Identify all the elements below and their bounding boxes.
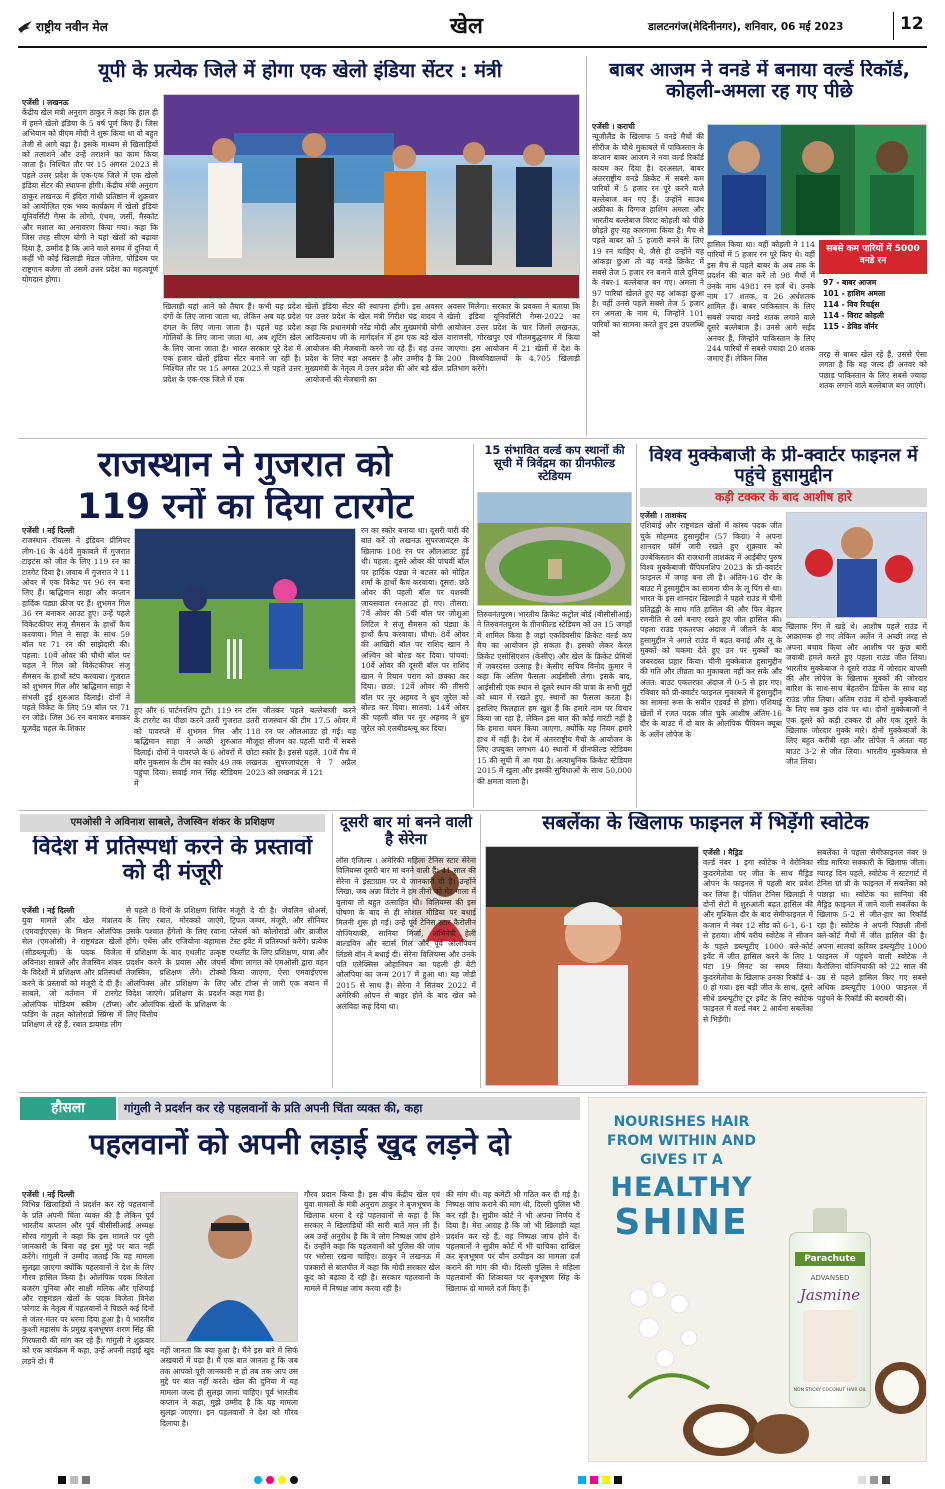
stat-row: 115 - डेविड वॉर्नर (823, 322, 878, 331)
babar-text-1: न्यूजीलैंड के खिलाफ 5 वनडे मैचों की सीरीज के चौथे मुकाबले में पाकिस्तान के कप्तान बाबर आजम ने नया वर्ल्ड रिकॉर्ड कायम कर दिया है। दरअसल, बाबर अंतरराष्ट्रीय वनडे क्रिकेट में सबसे कम पारियों में 5 हजार रन पूरे करने वाले बल्लेबाज बन गए हैं। उन्होंने साउथ अफ्रीका के दिग्गज हाशिम अमला और भारतीय बल्लेबाज विराट कोहली को पीछे छोड़ते हुए यह कारनामा किया है। मैच से पहले बाबर को 5 हजारी बनने के लिए 19 रन चाहिए थे, जैसे ही उन्होंने यह आंकड़ा छुआ तो वह वनडे क्रिकेट में सबसे तेज 5 हजार रन बनाने वाले दुनिया के नंबर-1 बल्लेबाज बन गए। अमला ने 97 पारियां खेलते हुए यह आंकड़ा छुआ है। वहीं उनसे पहले सबसे तेज 5 हजार रन अमला के नाम थे, जिन्होंने 101 पारियों का सामना करते हुए इस उपलब्धि को (592, 132, 704, 340)
photo-swiatek (485, 846, 699, 1086)
up-text-2: खिलाड़ी यहां आने को तैयार हैं। कभी यह प्रदेश दंगों के लिए जाना जाता था, लेकिन अब यह प्रदेश दंगल के लिए जाना जाता है। पहले यह प्रदेश गोलियों के लिए जाना जाता था, अब शूटिंग खेल के लिए जाना जाता है। भारत सरकार पूरे देश में एक हजार खेलो इंडिया सेंटर बनाने जा रही है। निश्चित तौर पर 15 अगस्त 2023 से पहले उत्तर प्रदेश के एक-एक जिले में एक (163, 302, 301, 384)
dateline: डालटनगंज(मेदिनीनगर), शनिवार, 06 मई 2023 (648, 21, 844, 33)
wrestlers-tag (20, 1097, 116, 1120)
visa-byline: एजेंसी । नई दिल्ली (22, 906, 75, 915)
visa-kicker: एमओसी ने अविनाश साबले, तेजस्विन शंकर के प्रशिक्षण (70, 817, 275, 828)
raj-text-4: रन का स्कोर बनाया था। दूसरी पारी की बात करें तो लखनऊ सुपरजायंट्स के खिलाफ 108 रन पर ऑलआउट हुई थी। पहला: दूसरे ओवर की पांचवीं बॉल पर हार्दिक पंड्या ने बटलर को मोहित शर्मा के हाथों कैच करवाया। दूसरा: छठे ओवर की पहली बॉल पर यशस्वी जायसवाल रनआउट हो गए। तीसरा: 7वें ओवर की 5वीं बॉल पर जोशुआ लिटिल ने संजू सैमसन को पंड्या के हाथों कैच करवाया। चौथा: 8वें ओवर की आखिरी बॉल पर राशिद खान ने अश्विन को बोल्ड कर दिया। पांचवां: 10वें ओवर की दूसरी बॉल पर राशिद खान ने रियान पराग को छक्का कर दिया। छठा: 12वें ओवर की तीसरी बॉल पर नूर अहमद ने ध्रुव जुरेल को बोल्ड कर दिया। सातवां: 14वें ओवर की पहली बॉल पर नूर अहमद ने ध्रुव जुरेल को एलबीडब्ल्यू कर दिया। (361, 526, 469, 733)
ad-line-1: NOURISHES HAIR (613, 1114, 750, 1130)
photo-ipl-match (134, 528, 356, 704)
ad-line-5: SHINE (614, 1202, 749, 1243)
photo-stadium (477, 492, 632, 606)
photo-up-event (163, 94, 580, 299)
bottle-name: Jasmine (799, 1286, 861, 1304)
boxing-text-2: खिलाफ रिंग में खड़े थे। आशीष पहले राउंड में आक्रामक हो गए लेकिन अर्लेन ने अच्छी तरह से अपना बचाव किया और आशीष पर कुछ बारी जवाबी हमले करते हुए पहला राउंड जीत लिया। भारतीय मुक्केबाज ने दूसरे राउंड में जोरदार वापसी की और लोपेज के खिलाफ मुक्कों की जोरदार बारिश के साथ-साथ बेहतरीन डिफेंस के साथ यह राउंड जीत लिया। अंतिम राउंड में दोनों मुक्केबाजों के लिए सब कुछ दांव पर था। दोनों मुक्केबाजों ने एक दूसरे को कड़ी टक्कर दी और एक दूसरे के खिलाफ जोरदार मुक्के मारे। दोनों मुक्केबाजों के लिए बहुत करीबी रहा और लोपेज़ ने अंततः यह बाउट 3-2 से जीत लिया। भारतीय मुक्केबाज से जीत लिया। (786, 622, 927, 767)
boxing-byline: एजेंसी । ताशकंद (640, 511, 687, 520)
wrestlers-col-1 (22, 1190, 154, 1462)
paper-name: राष्ट्रीय नवीन मेल (36, 20, 108, 34)
raj-text-2: हुए और 6 पार्टनरशिप टूटी। 119 रन के टारगेट का पीछा करने उतरी गुजरात को पावरप्ले में शुभमन गिल और ऋद्धिमान साहा ने अच्छी शुरुआत दिलाई। दोनों ने पावरप्ले के 6 ओवरों में बगैर नुकसान के टीम का स्कोर 49 तक पहुंचा दिया। सवाई मान सिंह स्टेडियम में (134, 706, 242, 788)
stat-row: 114 - विराट कोहली (823, 311, 884, 320)
headline-up-story: यूपी के प्रत्येक जिले में होगा एक खेलो इंडिया सेंटर : मंत्री (98, 60, 502, 82)
hair-oil-advertisement (588, 1097, 927, 1462)
bottle-sub: ADVANSED (810, 1274, 850, 1282)
boxing-text-1: एशियाई और राष्ट्रमंडल खेलों में कांस्य पदक जीत चुके मोहम्मद हुसामुद्दीन (57 किग्रा) ने अपना शानदार फॉर्म जारी रखते हुए शुक्रवार को उज्बेकिस्तान की राजधानी ताशकंद में आईबीए पुरुष विश्व मुक्केबाजी चैंपियनशिप 2023 के प्री-क्वार्टर फाइनल में जगह बना ली है। अंतिम-16 दौर के बाउट में हुसामुद्दीन का सामना चीन के लू पिंग से था। भारत के इस शानदार खिलाड़ी ने पहले राउंड में चीनी प्रतिद्वंद्वी के साथ गति हासिल की और फिर बेहतर रणनीति से उसे बनाए रखते हुए जीत हासिल की। पहला राउंड एकतरफा अंदाज में जीतने के बाद हुसामुद्दीन ने अगले राउंड में बढ़त बनाई और लू के मुक्कों को चकमा देते हुए उन पर मुक्कों का जबरदस्त प्रहार किया। चीनी मुक्केबाज हुसामुद्दीन की गति और तीव्रता का मुकाबला नहीं कर सके और अंतत: बाउट एकतरफा अंदाज में 0-5 से हार गए। रविवार को प्री-क्वार्टर फाइनल मुकाबले में हुसामुद्दीन का सामना रूस के सवीन एडवर्ड से होगा। एशियाई खेलों में रजत पदक जीत चुके आशीष अंतिम-16 दौर के बाउट में दो बार के ओलंपिक चैंपियन क्यूबा के अर्लेन लोपेज के (640, 521, 782, 739)
jasmine-flowers-image (609, 1268, 719, 1408)
ad-line-2: FROM WITHIN AND (607, 1133, 756, 1149)
coconut-shell-right-image (871, 1348, 927, 1418)
visa-text-1: युवा मामले और खेल मंत्रालय (एमवाईएएस) के मिशन ओलंपिक सेल (एमओसी) ने राष्ट्रमंडल खेलों (सीडब्ल्यूजी) के पदक विजेता अविनाश साबले और तेजस्विन शंकर के विदेशों में प्रशिक्षण और प्रतिस्पर्धा करने के प्रस्तावों को मंजूरी दे दी है। साबले, जो वर्तमान में टारगेट ओलंपिक पोडियम स्कीम (टॉप्स) फंडिंग के तहत कोलोराडो स्प्रिंग्स में प्रशिक्षण ले रहे हैं, रबात डायमंड लीग (22, 916, 122, 1030)
babar-col-1 (592, 122, 704, 432)
babar-byline: एजेंसी । कराची (592, 122, 635, 131)
boxing-col-1 (640, 511, 782, 806)
stat-box-title: सबसे कम पारियों में 5000 वनडे रन (819, 240, 927, 274)
babar-text-2: हासिल किया था। वहीं कोहली ने 114 पारियों में 5 हजार रन पूरे किए थे। वहीं इस मैच से पहले बाबर के अब तक के प्रदर्शन की बात करें तो 98 मैचों में उनके नाम 4981 रन दर्ज थे। उनके नाम 17 शतक, व 26 अर्धशतक शामिल हैं। बाबर पाकिस्तान के लिए सबसे ज्यादा वनडे शतक लगाने वाले दूसरे बल्लेबाज हैं। उनसे आगे सईद अनवर हैं, जिन्होंने पाकिस्तान के लिए 244 पारियों में सबसे ज्यादा 20 शतक जमाए हैं। लेकिन जिस (707, 240, 815, 364)
wrestlers-tag-label: हौसला (51, 1100, 85, 1116)
headline-babar: बाबर आजम ने वनडे में बनाया वर्ल्ड रिकॉर्ड, कोहली-अमला रह गए पीछे (609, 60, 910, 103)
ad-line-3: GIVES IT A (640, 1152, 723, 1168)
wrestlers-byline: एजेंसी । नई दिल्ली (22, 1190, 75, 1199)
wrestlers-text-2: नहीं जानता कि क्या हुआ है। मैंने इस बारे में सिर्फ अखबारों में पढ़ा है। मैं एक बात जानता हूं कि जब तक आपको पूरी जानकारी न हो तब तक आप उस मुद्दे पर बात नहीं करते। खेल की दुनिया में यह मामला जल्द ही सुलझ जाना चाहिए। पूर्व भारतीय कप्तान ने कहा, मुझे उम्मीद है कि यह मामला सुलझ जाएगा। इन पहलवानों ने देश को गौरव दिलाया है। (160, 1346, 298, 1428)
print-registration-bar (18, 1470, 927, 1480)
visa-text-2: से पहले 8 दिनों के प्रशिक्षण शिविर के लिए रबात, मोरक्को जाएंगे, उसके पश्चात हेंगेलो के लिए रवाना होंगे। एथेंस और एजियोना बहामास में प्रशिक्षण के बाद एथलीट उत्कृष्ट प्रदर्शन करने के प्रयास और जंपर्स तेजस्विन, प्रशिक्षण लेंगे। टोक्यो ओलंपिक्स और प्रशिक्षण के लिए विदेश जाएंगे। प्रशिक्षण के प्रदर्शन और ओलंपिक खेलों के प्रशिक्षण के लिए वित्तीय (126, 906, 226, 1020)
raj-byline: एजेंसी । नई दिल्ली (22, 526, 75, 535)
stat-row: 101 - हाशिम अमला (823, 289, 886, 298)
boxing-subhead: कड़ी टक्कर के बाद आशीष हारे (715, 490, 852, 504)
wrestlers-kicker-band (118, 1097, 580, 1120)
masthead (18, 8, 927, 44)
ad-line-4: HEALTHY (610, 1172, 753, 1203)
visa-text-3: मंजूरी दे दी है। जेवलिन थ्रोअर्स, ट्रिपल जम्पर, मंजूरी, और सीनियर प्लेयर्स को कोलोराडो और ब्राजील टेस्ट इवेंट में प्रतिस्पर्धा करेंगे। प्रत्येक एथलीट के लिए प्रशिक्षण, यात्रा और बीमा लागत को एमओसी द्वारा वहन किया जाएगा, ऐसा एमवाईएएस और टॉप्स से जारी एक बयान में कहा गया है। (230, 906, 328, 999)
headline-boxing: विश्व मुक्केबाजी के प्री-क्वार्टर फाइनल में पहुंचे हुसामुद्दीन (649, 446, 918, 487)
wrestlers-kicker: गांगुली ने प्रदर्शन कर रहे पहलवानों के प्रति अपनी चिंता व्यक्त की, कहा (124, 1101, 423, 1115)
photo-boxer (786, 512, 927, 618)
up-text-4: अवसर मिलेगा। सरकार के प्रवक्ता ने बताया कि खेलो इंडिया यूनिवर्सिटी गेम्स-2022 का आयोजन उत्तर प्रदेश के चार जिलों लखनऊ, वाराणसी, गोरखपुर एवं गौतमबुद्धनगर में किया जाएगा। इस आयोजन में 21 खेलों में देश के 200 विश्वविद्यालयों के 4,705 खिलाड़ी प्रतिभाग करेंगे। (447, 302, 580, 374)
sabalenka-col-1 (703, 848, 813, 1086)
headline-serena: दूसरी बार मां बनने वाली है सेरेना (340, 814, 472, 848)
bird-logo-icon (18, 18, 32, 30)
raj-text-3: टॉस जीतकर पहले बल्लेबाजी करने उतरी राजस्थान की टीम 17.5 ओवर में 118 रन पर ऑलआउट हो गई। यह मौजूदा सीजन का पहली पारी में सबसे छोटा स्कोर है। इससे पहले, 10वें मैच में लखनऊ सुपरजायंट्स ने 7 अप्रैल 2023 को लखनऊ में 121 (246, 706, 356, 778)
up-text-3: खेलो इंडिया सेंटर की स्थापना होगी। इस अवसर पर उत्तर प्रदेश के खेल मंत्री गिरीश चंद्र यादव ने कहा कि प्रधानमंत्री नरेंद्र मोदी और मुख्यमंत्री योगी आदित्यनाथ जी के मार्गदर्शन में हम एक बड़े खेल आयोजन की मेजबानी करने जा रहे हैं। यह उत्तर प्रदेश के लिए बड़ा अवसर है और उम्मीद है कि मुख्यमंत्री के नेतृत्व में उत्तर प्रदेश की ओर बड़े खेल आयोजनों की मेजबानी का (305, 302, 443, 384)
sabalenka-text-1: वर्ल्ड नंबर 1 इगा स्वोटेक ने वेरोनिका कुदरमेतोवा पर जीत के साथ मैड्रिड ओपन के फाइनल में पहली बार प्रवेश कर लिया है। पोलिश टेनिस खिलाड़ी ने दोनों सेटों में शुरुआती बढ़त हासिल की और मुश्किल दौर के बाद सेमीफाइनल में कजान में नंबर 12 सीड को 6-1, 6-1 से हराया। शीर्ष वरीय स्वोटेक ने सीजन के पहले डब्ल्यूटीए 1000 क्ले-कोर्ट इवेंट में जीत हासिल करने के लिए 1 घंटा 19 मिनट का समय लिया। कुदरमेतोवा के खिलाफ उनका रिकॉर्ड 4-0 हो गया। इस बड़ी जीत के साथ, दूसरे सीधे डब्ल्यूटीए टूर इवेंट के लिए स्वोटेक फाइनल में वर्ल्ड नंबर 2 आर्यना सबलेंका से भिड़ेंगी। (703, 858, 813, 1024)
stat-row: 97 - बाबर आजम (823, 278, 877, 287)
boxing-subhead-band (640, 488, 927, 507)
bottle-fine-print: NON STICKY COCONUT HAIR OIL (793, 1388, 867, 1393)
wrestlers-text-4: की मांग थी। वह कमेटी भी गठित कर दी गई है। निष्पक्ष जांच कराने की मांग थी, दिल्ली पुलिस भी कर रही है। सुप्रीम कोर्ट ने भी अपना निर्णय दे दिया है। मेरा आग्रह है कि जो भी खिलाड़ी यहां प्रदर्शन कर रहे हैं, वह निष्पक्ष जांच होने दें। पहलवानों ने सुप्रीम कोर्ट में भी याचिका दाखिल कर बृजभूषण पर यौन उत्पीड़न का मामला दर्ज कराने की मांग की थी। दिल्ली पुलिस ने महिला पहलवानों की शिकायत पर बृजभूषण सिंह के खिलाफ दो मामले दर्ज किए हैं। (446, 1190, 580, 1293)
hair-oil-bottle (789, 1208, 871, 1408)
stadium-text: तिरुवनंतपुरम। भारतीय क्रिकेट कंट्रोल बोर्ड (बीसीसीआई) ने तिरुवनंतपुरम के ग्रीनफील्ड स्टेडियम को उन 15 जगहों में शामिल किया है जहां एकदिवसीय क्रिकेट वर्ल्ड कप मैच का आयोजन हो सकता है। इसको लेकर केरल क्रिकेट एसोसिएशन (केसीए) और खेल के क्रिकेट प्रेमियों में जबरदस्त उत्साह है। केसीए सचिव विनोद कुमार ने कहा कि अंतिम फैसला आईसीसी लेगा। इसके बाद, आईसीसी एक स्थान से दूसरे स्थान की यात्रा के सभी मुद्दों को ध्यान में रखते हुए, स्थानों का फैसला करता है। इसलिए फिलहाल हम खुश हैं कि हमारे नाम पर विचार किया जा रहा है, लेकिन इस बात की कोई गारंटी नहीं है कि हमारा चयन किया जाएगा, क्योंकि यह नियम हमारे हाथ में नहीं है। देश में अंतरराष्ट्रीय मैचों के आयोजन के लिए उपयुक्त लगभग 40 स्थानों में ग्रीनफील्ड स्टेडियम 15 की सूची में आ गया है। अत्याधुनिक क्रिकेट स्टेडियम 2015 में खुला और इसकी सुविधाओं के साथ 50,000 की क्षमता वाला है। (477, 610, 632, 786)
visa-kicker-band (20, 814, 325, 832)
babar-stat-box (819, 240, 927, 348)
sabalenka-text-2: सबलेंका ने पहला सेमीफाइनल नंबर 9 सीड मारिया सक्कारी के खिलाफ जीता। ग्यारह दिन पहले, स्वोटेक ने स्टटगार्ट में टेनिस ग्रां प्री के फाइनल में सबलेंका को पछाड़ा था। स्वोटेक का सानिया की मैड्रिड फाइनल में जाने वाली सबलेंका के खिलाफ 5-2 से जीत-हार का रिकॉर्ड रहा है। स्वोटेक ने अपनी पिछली तीनों क्ले-कोर्ट मैचों में जीत हासिल की है। अपना सातवां करियर डब्ल्यूटीए 1000 फाइनल में पहुंचने वाली स्वोटेक ने कैरोलिना वोज्नियाकी को 22 साल की उम्र से पहले हासिल किए गए सबसे अधिक डब्ल्यूटीए 1000 फाइनल में पहुंचने के रिकॉर्ड की बराबरी की। (817, 848, 927, 1003)
section-name: खेल (450, 14, 483, 39)
raj-text-1: राजस्थान रॉयल्स ने इंडियन प्रीमियर लीग-16 के 48वें मुकाबले में गुजरात टाइटंस को जीत के लिए 119 रन का टारगेट दिया है। जवाब में गुजरात ने 11 ओवर में एक विकेट पर 96 रन बना लिए हैं। ऋद्धिमान साहा और कप्तान हार्दिक पंड्या क्रीज पर हैं। शुभमन गिल 36 रन बनाकर आउट हुए। उन्हें पहले विकेटकीपर संजू सैमसन के हाथों कैच करवाया। गिल ने साहा के साथ 59 बॉल पर 71 रन की साझेदारी की। पहला: 10वें ओवर की चौथी बॉल पर चहल ने गिल को विकेटकीपर संजू सैमसन के हाथों स्टंप करवाया। गुजरात को शुभमन गिल और ऋद्धिमान साहा ने संभली हुई शुरुआत दिलाई। दोनों ने पहले विकेट के लिए 59 बॉल पर 71 रन जोड़े। जिस 36 रन बनाकर बनाकर यूजवेंद्र चहल के शिकार (22, 536, 130, 733)
stat-row: 114 - विव रिचर्ड्स (823, 300, 880, 309)
visa-col-1 (22, 906, 122, 1086)
headline-sabalenka: सबलेंका के खिलाफ फाइनल में भिड़ेंगी स्वोटेक (542, 812, 869, 834)
headline-rajasthan-1: राजस्थान ने गुजरात को (97, 446, 393, 485)
wrestlers-text-1: विभिन्न खिलाड़ियों ने प्रदर्शन कर रहे पहलवानों के प्रति अपनी चिंता व्यक्त की है लेकिन पूर्व भारतीय कप्तान और पूर्व बीसीसीआई अध्यक्ष सौरव गांगुली ने कहा कि इस मामले पर पूरी जानकारी के बिना वह इस मुद्दे पर बात नहीं करेंगे। गांगुली ने उम्मीद जताई कि यह मामला सुलझा जाएगा क्योंकि पहलवानों ने देश के लिए गौरव हासिल किया है। ओलंपिक पदक विजेता बजरंग पूनिया और साक्षी मलिक और एशियाई और राष्ट्रमंडल खेलों के पदक विजेता विनेश फोगाट के नेतृत्व में पहलवानों ने पिछले कई दिनों से जंतर-मंतर पर धरना दिया हुआ है। वे भारतीय कुश्ती महासंघ के प्रमुख बृजभूषण शरण सिंह की गिरफ्तारी की मांग कर रहे हैं। गांगुली ने शुक्रवार को एक कार्यक्रम में कहा, उन्हें अपनी लड़ाई खुद लड़ने दो। मैं (22, 1200, 154, 1366)
page-number: 12 (900, 14, 924, 34)
photo-ganguly (160, 1192, 298, 1342)
headline-wrestlers: पहलवानों को अपनी लड़ाई खुद लड़ने दो (89, 1128, 511, 1161)
photo-cricketers (707, 124, 927, 236)
bottle-brand: Parachute (795, 1252, 865, 1266)
up-byline: एजेंसी । लखनऊ (22, 98, 69, 107)
headline-visa: विदेश में प्रतिस्पर्धा करने के प्रस्तावों को दी मंजूरी (32, 836, 313, 885)
serena-text: लॉस एंजिल्स । अमेरिकी महिला टेनिस स्टार सेरेना विलियम्स दूसरी बार मां बनने वाली हैं। 41 साल की सेरेना ने इंस्टाग्राम पर ये जानकारी दी है। उन्होंने लिखा, जब अन्ना विंटोर ने हम तीनों को मेट गाला में बुलाया तो बहुत उत्साहित थी। विलियम्स की इस घोषणा के बाद से ही सोशल मीडिया पर बधाई मिलनी शुरू हो गई। उन्हें पूर्व टेनिस स्टार कैरोलीन वोज्नियाकी, सानिया मिर्जा, अभिनेत्री हेली बाल्डविन और स्टार्स गिल और पूर्व ओलंपियन लिंडसे वॉन ने बधाई दी। सेरेना विलियम्स और उनके पति एलेक्सिस ओहानियन का पहली ही बेटी ओलंपिया का जन्म 2017 में हुआ था। यह जोड़ी 2015 से साथ है। सेरेना ने सितंबर 2022 में अमेरिकी ओपन से बाहर होने के बाद खेल को अलविदा कह दिया था। (336, 856, 476, 1011)
raj-col-1 (22, 526, 130, 806)
headline-stadium: 15 संभावित वर्ल्ड कप स्थानों की सूची में त्रिवेंद्रम का ग्रीनफील्ड स्टेडियम (484, 444, 625, 483)
sabalenka-byline: एजेंसी । मैड्रिड (703, 848, 743, 857)
wrestlers-text-3: गौरव प्रदान किया है। इस बीच केंद्रीय खेल एवं युवा मामलों के मंत्री अनुराग ठाकुर ने बृजभूषण के खिलाफ धरना दे रहे पहलवानों से कहा है कि सरकार ने खिलाड़ियों की सारी बातें मान ली हैं। अब उन्हें अनुरोध है कि वे लोग निष्पक्ष जांच होने दें। उन्होंने कहा कि पहलवानों को पुलिस की जांच पर भरोसा रखना चाहिए। ठाकुर ने लखनऊ में पत्रकारों से बातचीत में कहा कि मोदी सरकार खेल कूद को बढ़ावा दे रही है। सरकार पहलवानों के मामले में निष्पक्ष जांच करवा रही है। (304, 1190, 440, 1293)
up-text-1: केंद्रीय खेल मंत्री अनुराग ठाकुर ने कहा कि हाल ही में हमने खेलो इंडिया के 5 वर्ष पूर्ण किए हैं। जिस अभियान को पीएम मोदी ने शुरू किया था वो बहुत तेजी से आगे बढ़ा है। इसके माध्यम से खिलाड़ियों को तलाशने और उन्हें तराशने का काम किया जाता है। निश्चित तौर पर 15 अगस्त 2023 से पहले उत्तर प्रदेश के एक-एक जिले में एक खेलो इंडिया सेंटर की स्थापना होगी। केंद्रीय मंत्री अनुराग ठाकुर लखनऊ में इंदिरा गांधी प्रतिष्ठान में शुक्रवार को आयोजित एक भव्य कार्यक्रम में खेलो इंडिया यूनिवर्सिटी गेम्स के लोगो, एंथम, जर्सी, मैस्कॉट और मशाल का अनावरण किया गया। कहा कि जिस तरह सीएम योगी ने यहां खेलों को बढ़ावा दिया है, उम्मीद है कि आने वाले समय में दुनिया में कहीं भी कोई खिलाड़ी मेडल जीतेगा, पोडियम पर राष्ट्रगान बजेगा तो उसमें उत्तर प्रदेश का महत्वपूर्ण योगदान होगा। (22, 108, 158, 284)
headline-rajasthan-2: 119 रनों का दिया टारगेट (77, 488, 413, 527)
up-col-1 (22, 98, 158, 428)
babar-text-3: तरह से बाबर खेल रहे हैं, उससे ऐसा लगता है कि वह जल्द ही अनवर को पछाड़ पाकिस्तान के लिए सबसे ज्यादा शतक लगाने वाले बल्लेबाज बन जाएंगे। (819, 350, 927, 391)
